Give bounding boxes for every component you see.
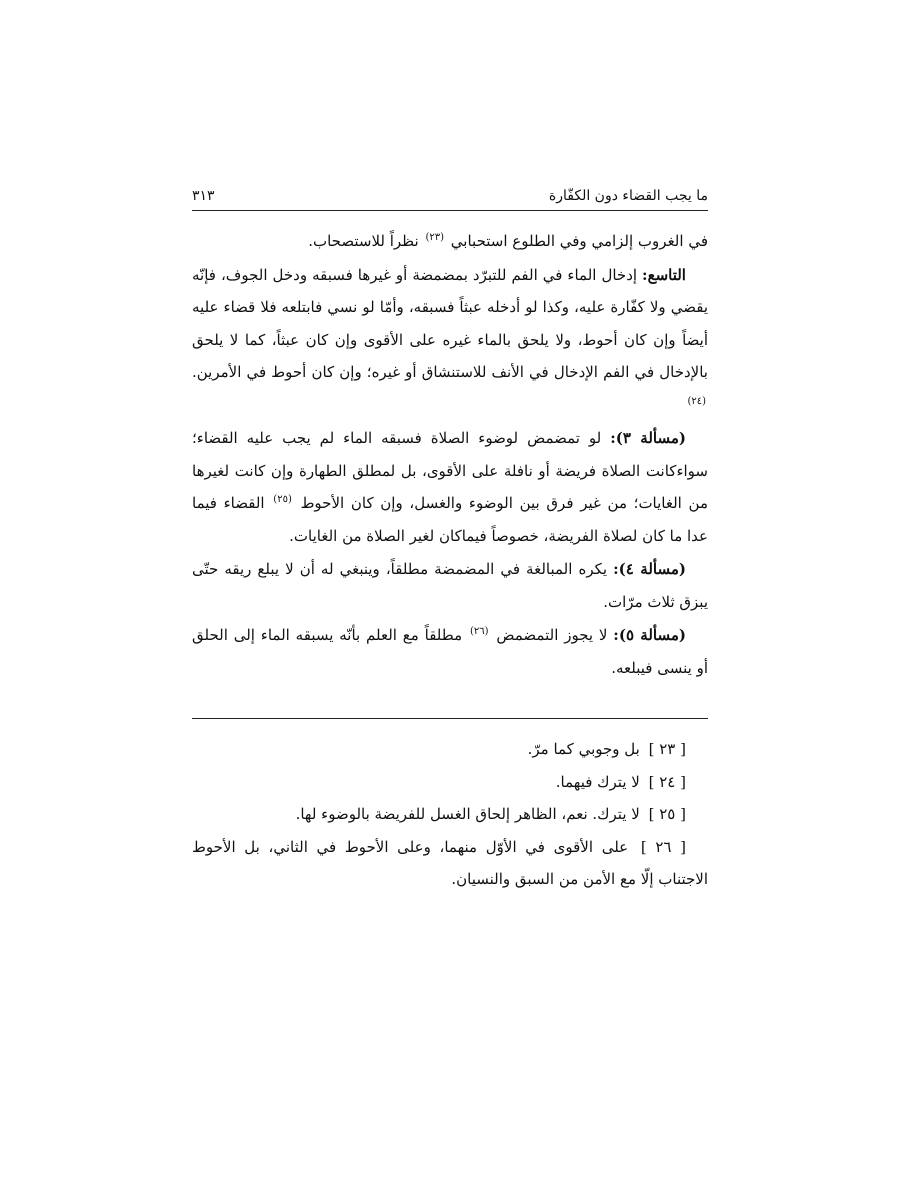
footnote-25 — [192, 798, 708, 831]
paragraph-5-text-a: لا يجوز التمضمض — [496, 626, 608, 644]
footnote-ref-23[interactable]: (٢٣) — [425, 232, 445, 243]
book-page — [192, 186, 708, 896]
footnotes — [192, 733, 708, 896]
paragraph-5 — [192, 619, 708, 684]
paragraph-4-lead: (مسألة ٤): — [613, 560, 687, 578]
paragraph-1-text-b: نظراً للاستصحاب. — [308, 232, 419, 250]
footnote-ref-26[interactable]: (٢٦) — [469, 626, 489, 637]
footnote-text: لا يترك فيهما. — [555, 772, 640, 791]
paragraph-4 — [192, 553, 708, 618]
paragraph-2 — [192, 259, 708, 422]
footnote-number: [ ٢٥ ] — [648, 805, 686, 823]
footnote-number: [ ٢٣ ] — [648, 740, 686, 758]
chapter-title: ما يجب القضاء دون الكفّارة — [548, 188, 708, 204]
running-header — [192, 186, 708, 211]
paragraph-2-lead: التاسع: — [642, 265, 686, 284]
footnote-text: لا يترك. نعم، الظاهر إلحاق الغسل للفريضة بالوضوء لها. — [295, 805, 640, 823]
paragraph-1 — [192, 225, 708, 258]
paragraph-5-lead: (مسألة ٥): — [613, 626, 686, 644]
page-number: ٣١٣ — [192, 188, 215, 204]
footnote-24 — [192, 766, 708, 799]
paragraph-5-text-b: مطلقاً مع العلم بأنّه يسبقه الماء إلى الحلق أو ينسى فيبلعه. — [192, 626, 708, 677]
footnote-ref-24[interactable]: (٢٤) — [687, 395, 706, 407]
footnote-text: بل وجوبي كما مرّ. — [527, 740, 640, 758]
main-text — [192, 225, 708, 684]
paragraph-3-text-b: القضاء فيما عدا ما كان لصلاة الفريضة، خصوصاً فيماكان لغير الصلاة من الغايات. — [192, 494, 708, 545]
paragraph-4-text: يكره المبالغة في المضمضة مطلقاً، وينبغي له أن لا يبلع ريقه حتّى يبزق ثلاث مرّات. — [192, 560, 708, 611]
footnote-26 — [192, 831, 708, 896]
footnote-text: على الأقوى في الأوّل منهما، وعلى الأحوط في الثاني، بل الأحوط الاجتناب إلّا مع الأمن من السبق والنسيان. — [192, 837, 708, 888]
paragraph-3-text-a: لو تمضمض لوضوء الصلاة فسبقه الماء لم يجب عليه القضاء؛ سواءكانت الصلاة فريضة أو نافلة على الأقوى، بل لمطلق الطهارة وإن كانت لغيرها من الغايات؛ من غير فرق بين الوضوء والغسل، وإن كان الأحوط — [192, 429, 708, 512]
footnote-23 — [192, 733, 708, 766]
paragraph-3-lead: (مسألة ٣): — [610, 429, 687, 447]
footnote-number: [ ٢٦ ] — [640, 837, 686, 856]
paragraph-1-text-a: في الغروب إلزامي وفي الطلوع استحبابي — [450, 232, 708, 250]
footnote-ref-25[interactable]: (٢٥) — [273, 494, 292, 505]
paragraph-2-text: إدخال الماء في الفم للتبرّد بمضمضة أو غيرها فسبقه ودخل الجوف، فإنّه يقضي ولا كفّارة عليه، وكذا لو أدخله عبثاً فسبقه، وأمّا لو نسي فابتلعه فلا قضاء عليه أيضاً وإن كان أحوط، ولا يلحق بالماء غيره على الأقوى وإن كان عبثاً، كما لا يلحق بالإدخال في الفم الإدخال في الأنف للاستنشاق أو غيره؛ وإن كان أحوط في الأمرين. — [192, 265, 708, 381]
footnote-divider — [192, 718, 708, 719]
paragraph-3 — [192, 422, 708, 552]
footnote-number: [ ٢٤ ] — [648, 772, 686, 791]
